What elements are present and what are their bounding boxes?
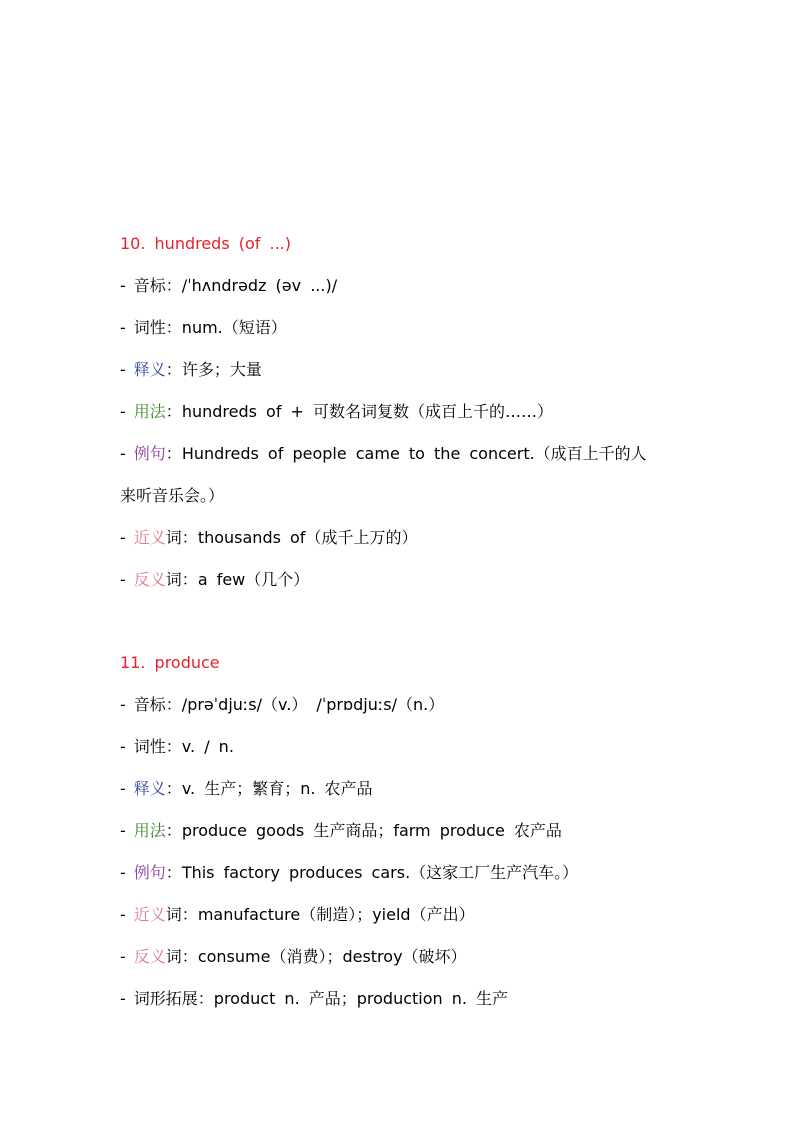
example-sep: ：	[165, 444, 182, 463]
antonym-value: a few（几个）	[197, 570, 310, 589]
meaning-sep: ：	[165, 779, 182, 798]
example-value: Hundreds of people came to the concert.（成百上千的人	[181, 444, 647, 463]
meaning-label: 释义	[133, 779, 166, 798]
meaning-line: - 释义：v. 生产；繁育；n. 农产品	[120, 779, 373, 798]
usage-line: - 用法：hundreds of + 可数名词复数（成百上千的……）	[120, 402, 554, 421]
usage-label: 用法	[133, 821, 166, 840]
meaning-sep: ：	[165, 360, 182, 379]
phonetic-value: /ˈhʌndrədz (əv ...)/	[181, 276, 338, 295]
meaning-label: 释义	[133, 360, 166, 379]
entry-heading: 10. hundreds (of ...)	[120, 234, 292, 253]
antonym-value: consume（消费）；destroy（破坏）	[197, 947, 467, 966]
antonym-line: - 反义词：a few（几个）	[120, 570, 310, 589]
derivation-label: 词形拓展：	[133, 989, 214, 1008]
pos-line: - 词性：v. / n.	[120, 737, 234, 756]
antonym-label-rest: 词：	[165, 947, 198, 966]
synonym-value: manufacture（制造）；yield（产出）	[197, 905, 475, 924]
meaning-line: - 释义：许多；大量	[120, 360, 262, 379]
antonym-line: - 反义词：consume（消费）；destroy（破坏）	[120, 947, 467, 966]
pos-value: num.（短语）	[181, 318, 287, 337]
phonetic-label: 音标：	[133, 695, 182, 714]
phonetic-value: /prəˈdjuːs/（v.） /ˈprɒdjuːs/（n.）	[181, 695, 445, 714]
usage-sep: ：	[165, 402, 182, 421]
usage-value: produce goods 生产商品；farm produce 农产品	[181, 821, 562, 840]
meaning-value: v. 生产；繁育；n. 农产品	[181, 779, 373, 798]
usage-value: hundreds of + 可数名词复数（成百上千的……）	[181, 402, 554, 421]
example-line: - 例句：Hundreds of people came to the concert.（成百上千的人	[120, 444, 647, 463]
synonym-label-rest: 词：	[165, 528, 198, 547]
pos-label: 词性：	[133, 737, 182, 756]
example-label: 例句	[133, 863, 166, 882]
pos-label: 词性：	[133, 318, 182, 337]
antonym-label-rest: 词：	[165, 570, 198, 589]
example-value: This factory produces cars.（这家工厂生产汽车。）	[181, 863, 579, 882]
example-line: - 例句：This factory produces cars.（这家工厂生产汽车。）	[120, 863, 579, 882]
synonym-value: thousands of（成千上万的）	[197, 528, 418, 547]
pos-line: - 词性：num.（短语）	[120, 318, 287, 337]
usage-label: 用法	[133, 402, 166, 421]
synonym-line: - 近义词：manufacture（制造）；yield（产出）	[120, 905, 475, 924]
example-continuation: 来听音乐会。）	[120, 486, 225, 505]
synonym-label: 近义	[133, 905, 166, 924]
example-sep: ：	[165, 863, 182, 882]
synonym-line: - 近义词：thousands of（成千上万的）	[120, 528, 418, 547]
antonym-label: 反义	[133, 947, 166, 966]
example-label: 例句	[133, 444, 166, 463]
derivation-line: - 词形拓展：product n. 产品；production n. 生产	[120, 989, 509, 1008]
pos-value: v. / n.	[181, 737, 234, 756]
meaning-value: 许多；大量	[181, 360, 262, 379]
usage-line: - 用法：produce goods 生产商品；farm produce 农产品	[120, 821, 562, 840]
entry-heading: 11. produce	[120, 653, 220, 672]
synonym-label-rest: 词：	[165, 905, 198, 924]
antonym-label: 反义	[133, 570, 166, 589]
phonetic-label: 音标：	[133, 276, 182, 295]
phonetic-line: - 音标：/prəˈdjuːs/（v.） /ˈprɒdjuːs/（n.）	[120, 695, 445, 714]
derivation-value: product n. 产品；production n. 生产	[213, 989, 509, 1008]
usage-sep: ：	[165, 821, 182, 840]
phonetic-line: - 音标：/ˈhʌndrədz (əv ...)/	[120, 276, 338, 295]
synonym-label: 近义	[133, 528, 166, 547]
